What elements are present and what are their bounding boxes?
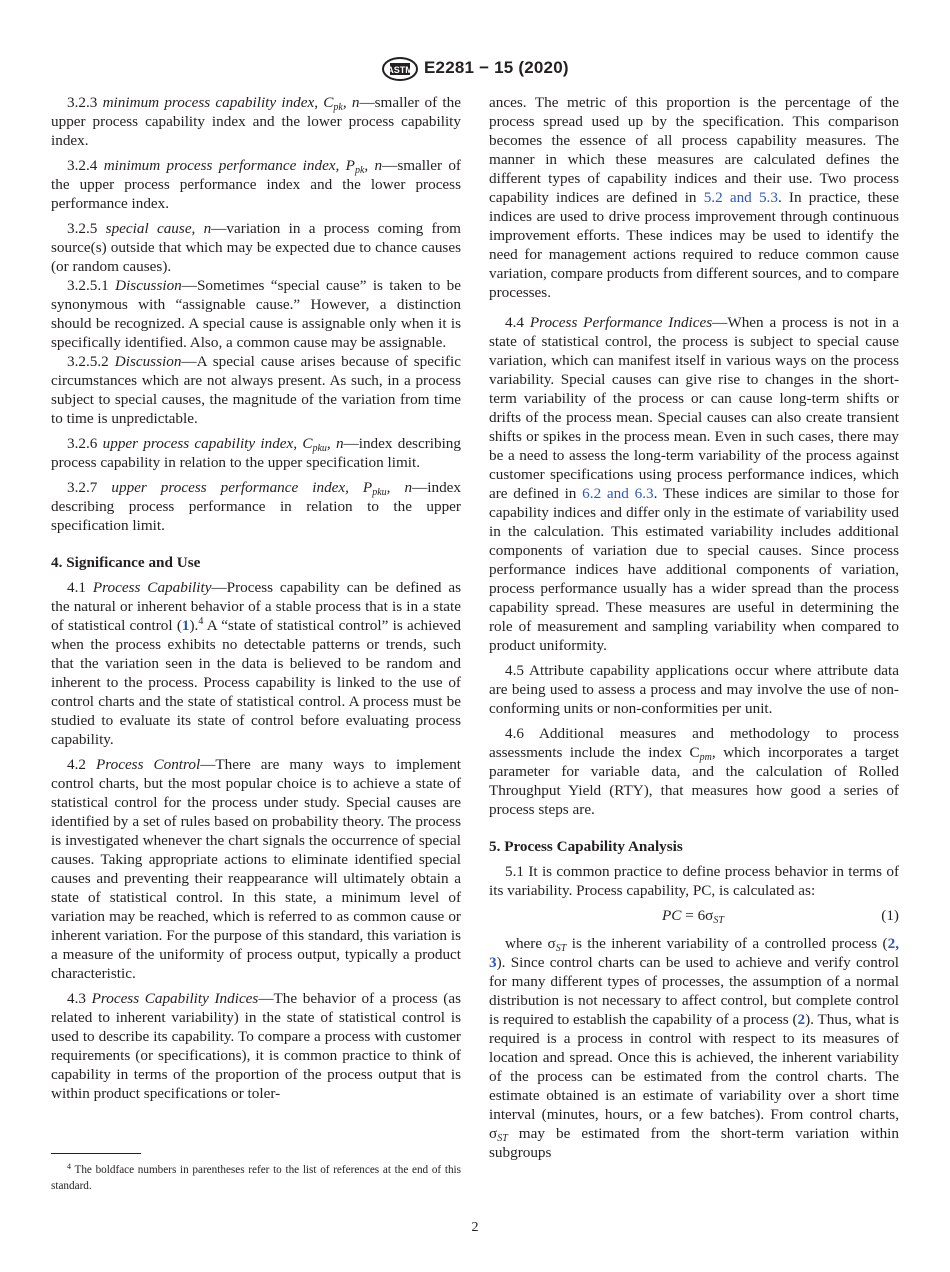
paragraph-4-1: 4.1 Process Capability—Process capability can be defined as the natural or inherent behavior of a stable process that is in a state of statistical control (1).$^4$ A “state of statistical control” is achieved when the process exhibits no detectable patterns or trends, such that the variation seen in the data is believed to be random and inherent to the process. Process capability is linked to the use of control charts and the state of statistical control. A process must be studied to evaluate its state of control before evaluating process capability. [51, 579, 461, 748]
paragraph-4-6: 4.6 Additional measures and methodology to process assessments include the index $C_{pm}$, which incorporates a target parameter for variable data, and the calculation of Rolled Throughput Yield (RTY), that measures how good a series of process steps are. [489, 725, 899, 818]
paragraph-4-4: 4.4 Process Performance Indices—When a process is not in a state of statistical control, the process is subject to special cause variation, which can manifest itself in various ways on the process variability. Special causes can give rise to changes in the short-term variability of the process or can cause long-term shifts or drifts of the process mean. Special causes can also create transient shifts or spikes in the process mean. Even in such cases, there may be a need to assess the long-term variability of the process against customer specifications using process performance indices, which are defined in 6.2 and 6.3. These indices are similar to those for capability indices and differ only in the estimate of variability used in the calculation. This estimated variability includes additional components of variation due to special causes. Since process performance indices have additional components of variation, process performance usually has a wider spread than the process capability spread. These measures are useful in determining the role of measurement and sampling variability when compared to product uniformity. [489, 314, 900, 654]
definition-3-2-6: 3.2.6 upper process capability index, $C_{pku}$, n—index describing process capability in relation to the upper specification limit. [51, 435, 461, 471]
section-link[interactable]: 6.2 and 6.3 [582, 485, 654, 502]
footnote-divider [51, 1153, 141, 1154]
paragraph-4-3: 4.3 Process Capability Indices—The behavior of a process (as related to inherent variability) in the state of statistical control is used to describe its capability. To compare a process with customer requirements (or specifications), it is common practice to think of capability in terms of the proportion of the process output that is within product specifications or toler- [51, 990, 461, 1102]
paragraph-5-1: 5.1 It is common practice to define process behavior in terms of its variability. Process capability, PC, is calculated as: [489, 863, 899, 899]
reference-link[interactable]: 1 [181, 617, 190, 634]
discussion-3-2-5-2: 3.2.5.2 Discussion—A special cause arises because of specific circumstances which are not always present. As such, in a process subject to special causes, the magnitude of the variation from time to time is unpredictable. [51, 353, 462, 427]
paragraph-4-2: 4.2 Process Control—There are many ways to implement control charts, but the most popular choice is to achieve a state of statistical control for the process under study. Special causes are identified by a set of rules based on probability theory. The process is investigated whenever the chart signals the occurrence of special causes. Taking appropriate actions to eliminate identified special causes and preventing their reappearance will ultimately obtain a state of statistical control. In this state, a minimum level of variation may be reached, which is referred to as common cause or inherent variation. For the purpose of this standard, this variation is a measure of the uniformity of process output, typically a product characteristic. [51, 756, 462, 982]
equation-body: PC = $6\sigma_{ST}$ [662, 907, 724, 926]
svg-text:ASTM: ASTM [387, 65, 413, 75]
paragraph-4-3-continued: ances. The metric of this proportion is the percentage of the process spread used up by the specification. This comparison becomes the essence of all process capability measures. The manner in which these measures are calculated defines the different types of capability indices and their use. Two process capability indices are defined in 5.2 and 5.3. In practice, these indices are used to drive process improvement through continuous improvement efforts. These indices may be used to identify the need for management actions required to reduce common cause variation, compare products from different sources, and to compare processes. [489, 94, 899, 301]
equation-number: (1) [881, 907, 899, 924]
page-number: 2 [471, 1220, 479, 1235]
definition-3-2-4: 3.2.4 minimum process performance index, $P_{pk}$, n—smaller of the upper process performance index and the lower process performance index. [51, 157, 461, 212]
reference-link[interactable]: 3 [489, 954, 497, 971]
footnote-4: $^4$ The boldface numbers in parentheses refer to the list of references at the end of this standard. [51, 1162, 461, 1192]
astm-logo-icon [380, 56, 420, 82]
reference-link[interactable]: 2 [797, 1011, 806, 1028]
footnote-marker[interactable]: 4 [198, 616, 204, 627]
left-column [51, 93, 461, 1103]
section-5-heading: 5. Process Capability Analysis [489, 838, 683, 855]
section-4-heading: 4. Significance and Use [51, 554, 201, 571]
paragraph-4-5: 4.5 Attribute capability applications occur where attribute data are being used to assess a process and may involve the use of non-conforming units or non-conformities per unit. [489, 662, 899, 717]
definition-3-2-3: 3.2.3 minimum process capability index, $C_{pk}$, n—smaller of the upper process capability index and the lower process capability index. [51, 94, 461, 149]
definition-3-2-7: 3.2.7 upper process performance index, $P_{pku}$, n—index describing process performance in relation to the upper specification limit. [51, 479, 461, 534]
right-column [489, 93, 899, 1162]
reference-link[interactable]: 2 [887, 935, 896, 952]
section-link[interactable]: 5.2 and 5.3 [703, 189, 778, 206]
discussion-3-2-5-1: 3.2.5.1 Discussion—Sometimes “special cause” is taken to be synonymous with “assignable cause.” However, a distinction should be recognized. A special cause is assignable only when it is specifically identified. Also, a common cause may be assignable. [51, 277, 462, 351]
equation-1 [489, 904, 899, 928]
reference-separator: , [895, 935, 900, 952]
paragraph-5-1-continued: where $\sigma_{ST}$ is the inherent variability of a controlled process (2, 3). Since control charts can be used to achieve and verify control for many different types of processes, the assumption of a normal distribution is not necessary to affect control, but complete control is required to establish the capability of a process (2). Thus, what is required is a process in control with respect to its measures of location and spread. Once this is achieved, the inherent variability of the process can be estimated from the control charts. The estimate obtained is an estimate of variability over a short time interval (minutes, hours, or a few batches). From control charts, $\sigma_{ST}$ may be estimated from the short-term variation within subgroups [489, 935, 900, 1161]
page-header [0, 56, 950, 84]
document-id: E2281 − 15 (2020) [424, 58, 569, 77]
definition-3-2-5: 3.2.5 special cause, n—variation in a process coming from source(s) outside that which may be expected due to chance causes (or random causes). [51, 220, 461, 275]
